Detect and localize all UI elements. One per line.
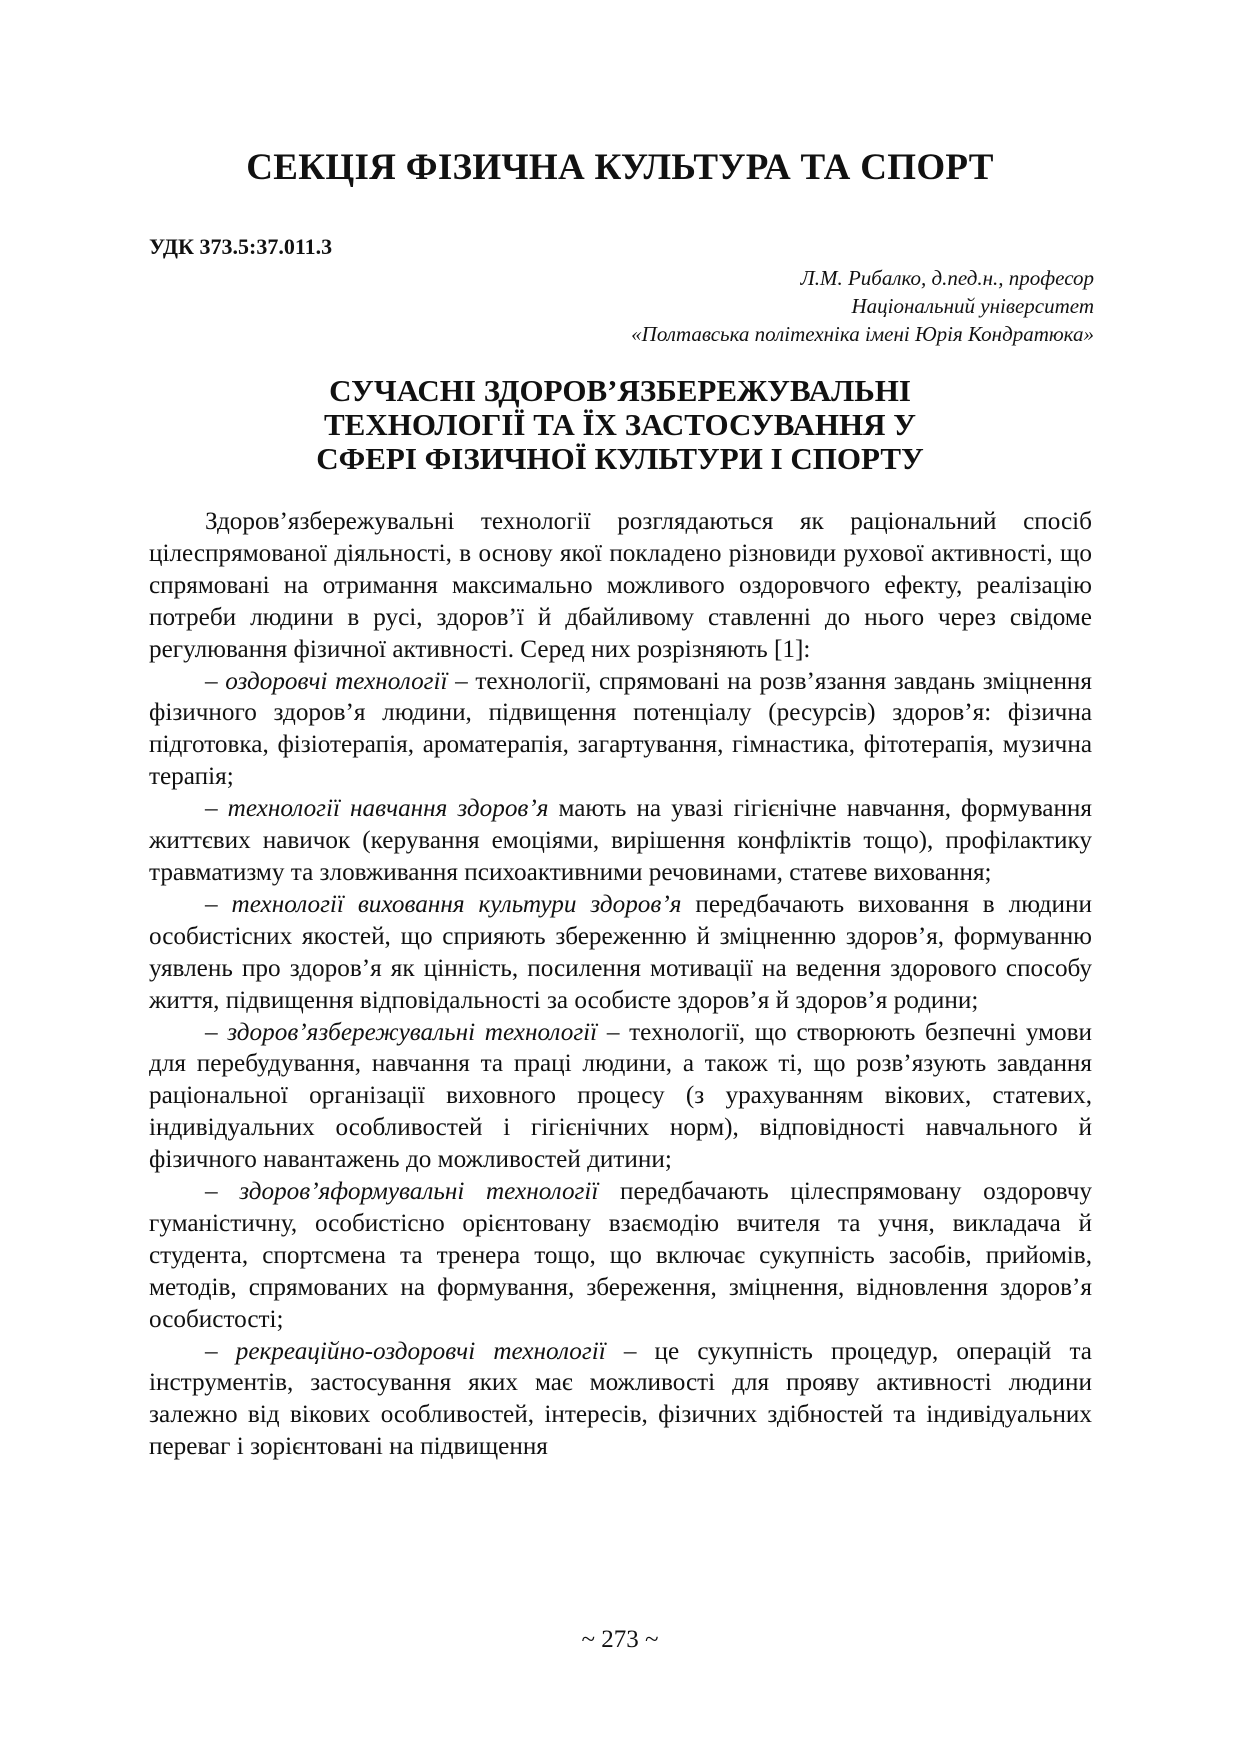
intro-paragraph: Здоров’язбережувальні технології розглядаються як раціональний спосіб цілеспрямованої діяльності, в основу якої покладено різновиди рухової активності, що спрямовані на отримання максимально можливого оздоровчого ефекту, реалізацію потреби людини в русі, здоров’ї й дбайливому ставленні до нього через свідоме регулювання фізичної активності. Серед них розрізняють [1]: bbox=[149, 508, 1092, 663]
item-term: оздоровчі технології bbox=[225, 667, 448, 695]
list-item bbox=[149, 1176, 1092, 1336]
page-number: ~ 273 ~ bbox=[581, 1626, 659, 1653]
item-term: здоров’язбережувальні технології bbox=[227, 1018, 598, 1046]
list-item bbox=[149, 666, 1092, 794]
article-title-line: СУЧАСНІ ЗДОРОВ’ЯЗБЕРЕЖУВАЛЬНІ bbox=[329, 373, 911, 408]
item-dash: – bbox=[205, 1018, 228, 1046]
article-body bbox=[149, 506, 1092, 1463]
item-text: передбачають виховання в людини особистісних якостей, що сприяють збереженню й зміцненню здоров’я, формуванню уявлень про здоров’я як цінність, посилення мотивації на ведення здорового способу життя, підвищення відповідальності за особисте здоров’я й здоров’я родини; bbox=[149, 890, 1092, 1014]
list-item bbox=[149, 1336, 1092, 1464]
item-text: мають на увазі гігієнічне навчання, формування життєвих навичок (керування емоціями, вирішення конфліктів тощо), профілактику травматизму та зловживання психоактивними речовинами, статеве виховання; bbox=[149, 795, 1092, 886]
article-title-line: ТЕХНОЛОГІЇ ТА ЇХ ЗАСТОСУВАННЯ У bbox=[323, 407, 916, 442]
author-affiliation bbox=[631, 264, 1094, 348]
item-term: технології навчання здоров’я bbox=[227, 795, 549, 823]
item-text: – це сукупність процедур, операцій та інструментів, застосування яких має можливості для прояву активності людини залежно від вікових особливостей, інтересів, фізичних здібностей та індивідуальних переваг і зорієнтовані на підвищення bbox=[149, 1337, 1092, 1461]
item-dash: – bbox=[205, 795, 228, 823]
item-term: технології виховання культури здоров’я bbox=[231, 890, 682, 918]
item-term: рекреаційно-оздоровчі технології bbox=[235, 1337, 606, 1365]
item-text: – технології, спрямовані на розв’язання завдань зміцнення фізичного здоров’я людини, підвищення потенціалу (ресурсів) здоров’я: фізична підготовка, фізіотерапія, ароматерапія, загартування, гімнастика, фітотерапія, музична терапія; bbox=[149, 667, 1092, 791]
section-title: СЕКЦІЯ ФІЗИЧНА КУЛЬТУРА ТА СПОРТ bbox=[246, 147, 994, 188]
author-name: Л.М. Рибалко, д.пед.н., професор bbox=[800, 266, 1094, 290]
list-item bbox=[149, 1017, 1092, 1177]
article-title-line: СФЕРІ ФІЗИЧНОЇ КУЛЬТУРИ І СПОРТУ bbox=[316, 441, 924, 476]
list-item bbox=[149, 889, 1092, 1017]
university-full-name: «Полтавська політехніка імені Юрія Кондратюка» bbox=[631, 322, 1094, 346]
item-dash: – bbox=[205, 890, 232, 918]
item-dash: – bbox=[205, 1337, 236, 1365]
item-term: здоров’яформувальні технології bbox=[239, 1178, 599, 1206]
list-item bbox=[149, 793, 1092, 889]
item-text: – технології, що створюють безпечні умови для перебудування, навчання та праці людини, а також ті, що розв’язують завдання раціональної організації виховного процесу (з урахуванням вікових, статевих, індивідуальних особливостей і гігієнічних норм), відповідності навчального й фізичного навантажень до можливостей дитини; bbox=[149, 1018, 1092, 1174]
udk-code: УДК 373.5:37.011.3 bbox=[149, 234, 333, 259]
university-name: Національний університет bbox=[851, 294, 1094, 318]
item-text: передбачають цілеспрямовану оздоровчу гуманістичну, особистісно орієнтовану взаємодію вчителя та учня, викладача й студента, спортсмена та тренера тощо, що включає сукупність засобів, прийомів, методів, спрямованих на формування, збереження, зміцнення, відновлення здоров’я особистості; bbox=[149, 1178, 1092, 1333]
article-title bbox=[0, 374, 1240, 476]
item-dash: – bbox=[205, 1178, 240, 1206]
item-dash: – bbox=[205, 667, 226, 695]
